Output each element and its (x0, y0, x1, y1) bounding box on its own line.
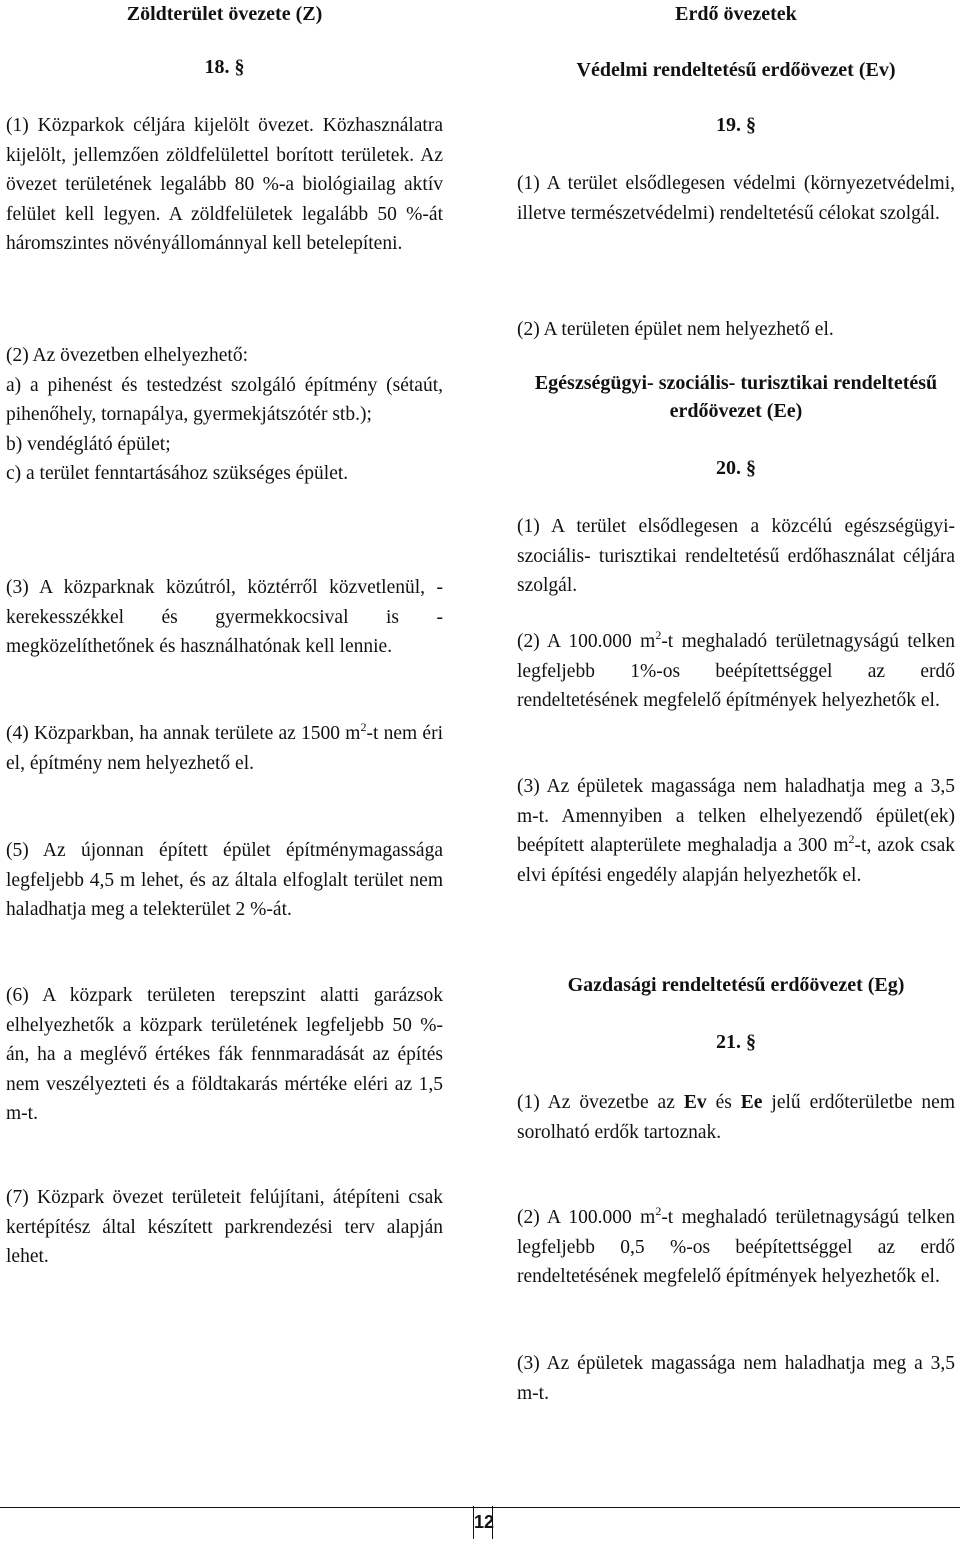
s20-paragraph-1: (1) A terület elsődlegesen a közcélú egészségügyi- szociális- turisztikai rendeltetésű erdőhasználat céljára szolgál. (517, 516, 955, 596)
s18-p2-intro: (2) Az övezetben elhelyezhető: (6, 345, 249, 366)
s18-paragraph-4: (4) Közparkban, ha annak területe az 1500 $m^2-t$ nem éri el, építmény nem helyezhető el. (6, 720, 443, 774)
s20-paragraph-3: (3) Az épületek magassága nem haladhatja meg a 3,5 m-t. Amennyiben a telken elhelyezendő épület(ek) beépített alapterülete meghaladja a 300 $m^2-t$, azok csak elvi építési engedély alapján helyezhetők el. (517, 776, 955, 886)
s18-paragraph-7: (7) Közpark övezet területeit felújítani, átépíteni csak kertépítész által készített parkrendezési terv alapján lehet. (6, 1187, 443, 1267)
s18-paragraph-6: (6) A közpark területen terepszint alatti garázsok elhelyezhetők a közpark területének legfeljebb 50 %-án, ha a meglévő értékes fák fennmaradását az építés nem veszélyezteti és a földtakarás mértéke eléri az 1,5 m-t. (6, 985, 443, 1124)
section-18-number: 18. § (204, 56, 245, 78)
s19-paragraph-2: (2) A területen épület nem helyezhető el. (517, 319, 834, 340)
s18-p2-item-b: b) vendéglátó épület; (6, 433, 171, 455)
page-number: 12 (473, 1506, 493, 1539)
ev-zone-heading: Védelmi rendeltetésű erdőövezet (Ev) (576, 59, 896, 81)
s18-p2-item-c: c) a terület fenntartásához szükséges épület. (6, 463, 349, 484)
forest-zones-heading: Erdő övezetek (675, 3, 797, 25)
s18-paragraph-3: (3) A közparknak közútról, köztérről közvetlenül, - kerekesszékkel és gyermekkocsival is - megközelíthetőnek és használhatónak kell lennie. (6, 577, 443, 657)
ee-zone-heading: Egészségügyi- szociális- turisztikai rendeltetésű erdőövezet (Ee) (534, 372, 938, 422)
s20-paragraph-2: (2) A 100.000 $m^2-t$ meghaladó területnagyságú telken legfeljebb 1%-os beépítettséggel az erdő rendeltetésének megfelelő építmények helyezhetők el. (517, 628, 955, 711)
s18-paragraph-1: (1) Közparkok céljára kijelölt övezet. Közhasználatra kijelölt, jellemzően zöldfelülettel borított területek. Az övezet területének legalább 80 %-a biológiailag aktív felület kell legyen. A zöldfelületek legalább 50 %-át háromszintes növényállománnyal kell betelepíteni. (6, 115, 443, 254)
s18-p2-item-a: a) a pihenést és testedzést szolgáló építmény (sétaút, pihenőhely, tornapálya, gyermekjátszótér stb.); (6, 374, 443, 425)
section-21-number: 21. § (716, 1031, 756, 1053)
s21-paragraph-1: (1) Az övezetbe az Ev és Ee jelű erdőterületbe nem sorolható erdők tartoznak. (517, 1092, 956, 1143)
section-20-number: 20. § (716, 457, 756, 479)
s19-paragraph-1: (1) A terület elsődlegesen védelmi (környezetvédelmi, illetve természetvédelmi) rendeltetésű célokat szolgál. (517, 173, 955, 224)
zone-heading-z: Zöldterület övezete (Z) (126, 3, 323, 25)
section-19-number: 19. § (716, 114, 756, 136)
s21-paragraph-3: (3) Az épületek magassága nem haladhatja meg a 3,5 m-t. (517, 1353, 955, 1404)
s18-paragraph-2 (6, 341, 443, 489)
s21-paragraph-2: (2) A 100.000 $m^2-t$ meghaladó területnagyságú telken legfeljebb 0,5 %-os beépítettséggel az erdő rendeltetésének megfelelő építmények helyezhetők el. (517, 1204, 955, 1287)
eg-zone-heading: Gazdasági rendeltetésű erdőövezet (Eg) (567, 974, 905, 996)
s18-paragraph-5: (5) Az újonnan épített épület építménymagassága legfeljebb 4,5 m lehet, és az általa elfoglalt terület nem haladhatja meg a telekterület 2 %-át. (6, 840, 443, 920)
